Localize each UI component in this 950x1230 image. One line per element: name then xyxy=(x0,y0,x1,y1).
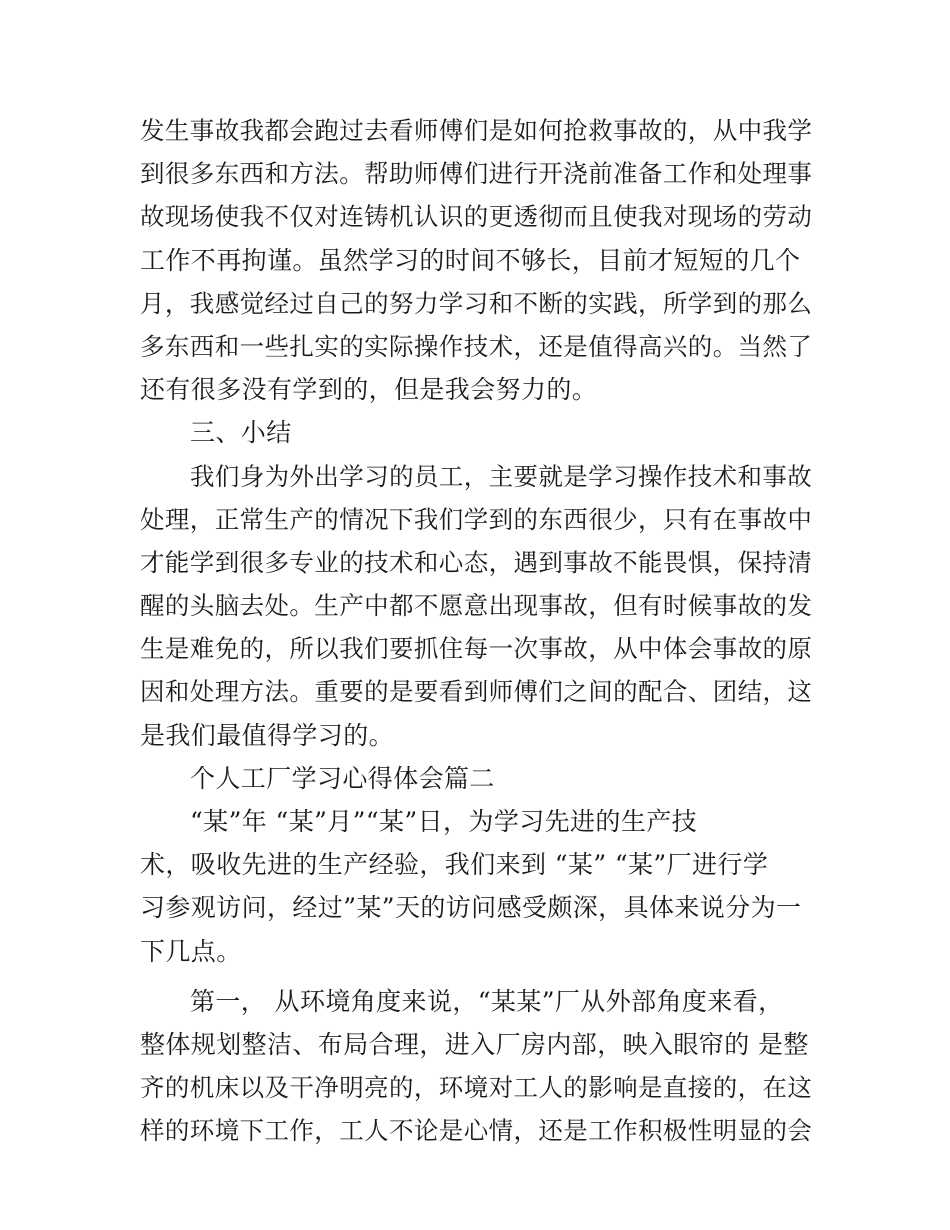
text-line: 发生事故我都会跑过去看师傅们是如何抢救事故的，从中我学 xyxy=(140,116,812,145)
heading-line: 个人工厂学习心得体会篇二 xyxy=(190,763,495,793)
text-line: 到很多东西和方法。帮助师傅们进行开浇前准备工作和处理事 xyxy=(140,159,812,189)
text-line: 是我们最值得学习的。 xyxy=(140,720,395,750)
section-heading-summary xyxy=(140,411,812,454)
text-line: 习参观访问，经过”某”天的访问感受颇深，具体来说分为一 xyxy=(140,893,802,923)
paragraph-accident-learning xyxy=(140,109,812,411)
text-line: 因和处理方法。重要的是要看到师傅们之间的配合、团结，这 xyxy=(140,677,812,707)
text-line: “某”年 “某”月”“某”日，为学习先进的生产技 xyxy=(190,807,698,836)
text-line: 下几点。 xyxy=(140,936,242,966)
text-line: 齐的机床以及干净明亮的，环境对工人的影响是直接的，在这 xyxy=(140,1073,812,1103)
text-line: 处理，正常生产的情况下我们学到的东西很少，只有在事故中 xyxy=(140,504,812,534)
section-heading-part-two xyxy=(140,757,812,800)
document-body xyxy=(140,109,812,1153)
text-line: 多东西和一些扎实的实际操作技术，还是值得高兴的。当然了 xyxy=(140,331,812,361)
text-line: 样的环境下工作，工人不论是心情，还是工作积极性明显的会 xyxy=(140,1116,812,1146)
paragraph-summary xyxy=(140,455,812,757)
paragraph-visit-intro xyxy=(140,800,812,973)
paragraph-environment xyxy=(140,980,812,1153)
heading-line: 三、小结 xyxy=(190,418,292,448)
text-line: 整体规划整洁、布局合理，进入厂房内部，映入眼帘的 是整 xyxy=(140,1029,809,1059)
text-line: 才能学到很多专业的技术和心态，遇到事故不能畏惧，保持清 xyxy=(140,547,812,577)
text-line: 还有很多没有学到的，但是我会努力的。 xyxy=(140,375,598,405)
text-line: 生是难免的，所以我们要抓住每一次事故，从中体会事故的原 xyxy=(140,634,812,664)
text-line: 工作不再拘谨。虽然学习的时间不够长，目前才短短的几个 xyxy=(140,245,801,275)
text-line: 第一， 从环境角度来说，“某某”厂从外部角度来看， xyxy=(190,986,784,1016)
text-line: 月，我感觉经过自己的努力学习和不断的实践，所学到的那么 xyxy=(140,288,812,318)
text-line: 术，吸收先进的生产经验，我们来到 “某” “某”厂进行学 xyxy=(140,850,769,880)
paragraph-gap xyxy=(140,973,812,980)
text-line: 醒的头脑去处。生产中都不愿意出现事故，但有时候事故的发 xyxy=(140,591,812,621)
text-line: 故现场使我不仅对连铸机认识的更透彻而且使我对现场的劳动 xyxy=(140,202,812,232)
text-line: 我们身为外出学习的员工，主要就是学习操作技术和事故 xyxy=(190,461,812,491)
